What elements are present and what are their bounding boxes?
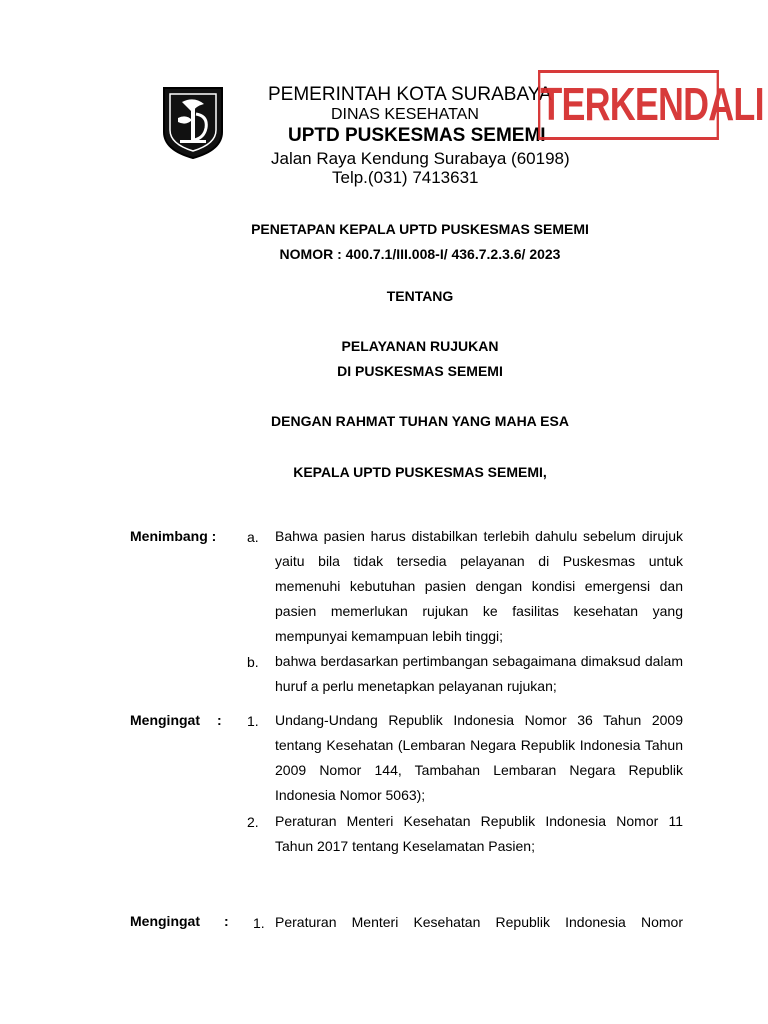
mengingat-text-1: Undang-Undang Republik Indonesia Nomor 36 Tahun 2009 tentang Kesehatan (Lembaran Negara Republik Indonesia Tahun 2009 Nomor 144, Tambahan Lembaran Negara Republik Indonesia Nomor 5063); — [275, 712, 683, 803]
mengingat-label: Mengingat — [130, 712, 200, 728]
mengingat2-label: Mengingat — [130, 913, 200, 929]
menimbang-text-b: bahwa berdasarkan pertimbangan sebagaimana dimaksud dalam huruf a perlu menetapkan pelayanan rujukan; — [275, 653, 683, 694]
mengingat-marker-1: 1. — [247, 713, 259, 729]
mengingat2-text-1: Peraturan Menteri Kesehatan Republik Indonesia Nomor — [275, 914, 683, 930]
rahmat-line: DENGAN RAHMAT TUHAN YANG MAHA ESA — [271, 413, 569, 429]
mengingat-marker-2: 2. — [247, 814, 259, 830]
mengingat-item-2 — [275, 809, 683, 859]
header-department: DINAS KESEHATAN — [331, 106, 479, 123]
menimbang-item-a — [275, 524, 683, 649]
menimbang-text-a: Bahwa pasien harus distabilkan terlebih dahulu sebelum dirujuk yaitu bila tidak tersedia pelayanan di Puskesmas untuk memenuhi kebutuhan pasien dengan kondisi emergensi dan pasien memerlukan rujukan ke fasilitas kesehatan yang mempunyai kemampuan lebih tinggi; — [275, 528, 683, 644]
mengingat2-colon: : — [224, 913, 229, 929]
decree-title: PENETAPAN KEPALA UPTD PUSKESMAS SEMEMI — [251, 221, 589, 237]
surabaya-emblem-logo — [160, 84, 226, 160]
mengingat-colon: : — [217, 712, 222, 728]
menimbang-item-b — [275, 649, 683, 699]
mengingat2-marker-1: 1. — [253, 915, 265, 931]
mengingat2-item-1 — [275, 910, 683, 935]
kepala-line: KEPALA UPTD PUSKESMAS SEMEMI, — [293, 464, 547, 480]
menimbang-marker-a: a. — [247, 529, 259, 545]
menimbang-label: Menimbang : — [130, 528, 217, 544]
header-institution: UPTD PUSKESMAS SEMEMI — [288, 125, 546, 146]
subject-line-1: PELAYANAN RUJUKAN — [341, 338, 499, 354]
tentang-heading: TENTANG — [386, 288, 454, 304]
controlled-stamp: TERKENDALI — [538, 70, 719, 140]
header-phone: Telp.(031) 7413631 — [332, 168, 479, 187]
mengingat-text-2: Peraturan Menteri Kesehatan Republik Indonesia Nomor 11 Tahun 2017 tentang Keselamatan Pasien; — [275, 813, 683, 854]
decree-number: NOMOR : 400.7.1/III.008-I/ 436.7.2.3.6/ 2023 — [279, 246, 561, 262]
header-address: Jalan Raya Kendung Surabaya (60198) — [271, 149, 570, 168]
menimbang-marker-b: b. — [247, 654, 259, 670]
header-government: PEMERINTAH KOTA SURABAYA — [268, 84, 552, 105]
subject-line-2: DI PUSKESMAS SEMEMI — [337, 363, 503, 379]
mengingat-item-1 — [275, 708, 683, 808]
